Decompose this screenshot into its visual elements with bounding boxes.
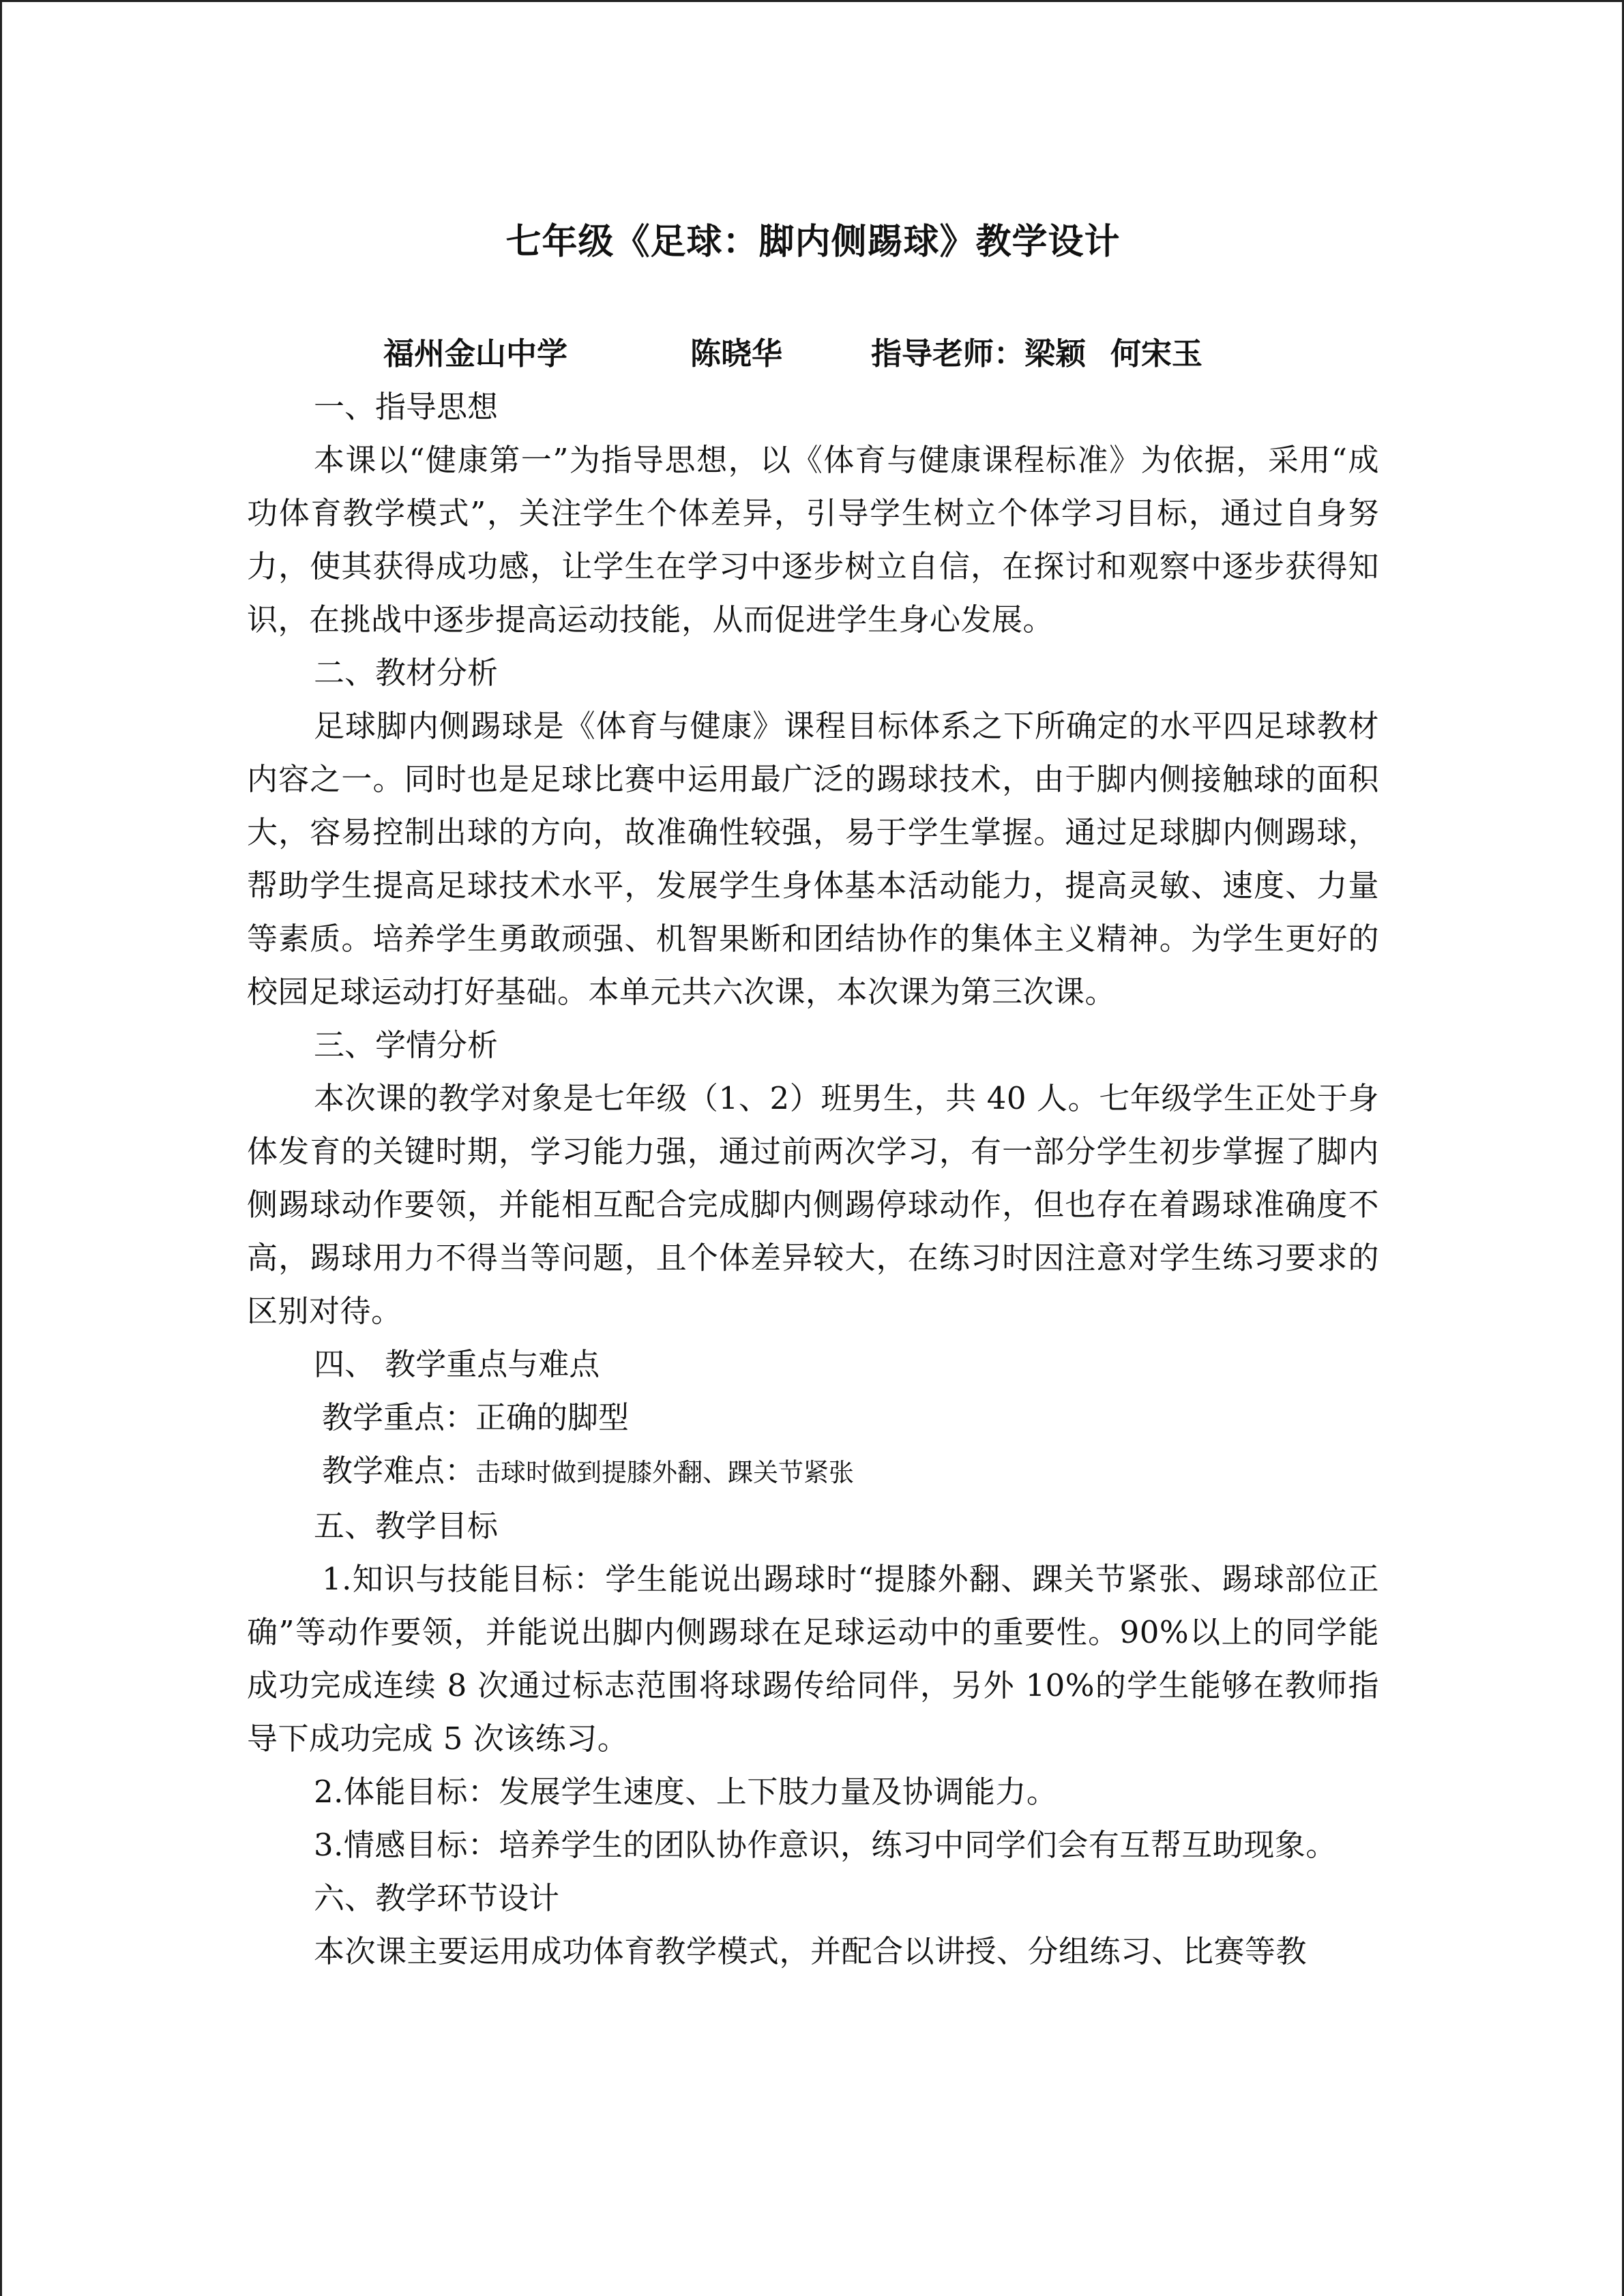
section-heading-key-points: 四、 教学重点与难点: [314, 1346, 600, 1382]
section-heading-material-analysis: 二、教材分析: [314, 655, 499, 691]
section-text-teaching-design: 本次课主要运用成功体育教学模式，并配合以讲授、分组练习、比赛等教: [314, 1933, 1308, 1969]
difficulty-label: 教学难点：: [322, 1452, 476, 1489]
section-text-material-analysis: 足球脚内侧踢球是《体育与健康》课程目标体系之下所确定的水平四足球教材内容之一。同时也是足球比赛中运用最广泛的踢球技术，由于脚内侧接触球的面积大，容易控制出球的方向，故准确性较强，易于学生掌握。通过足球脚内侧踢球，帮助学生提高足球技术水平，发展学生身体基本活动能力，提高灵敏、速度、力量等素质。培养学生勇敢顽强、机智果断和团结协作的集体主义精神。为学生更好的校园足球运动打好基础。本单元共六次课，本次课为第三次课。: [247, 708, 1379, 1010]
school-name: 福州金山中学: [383, 336, 568, 372]
section-text-guiding-idea: 本课以“健康第一”为指导思想，以《体育与健康课程标准》为依据，采用“成功体育教学模式”，关注学生个体差异，引导学生树立个体学习目标，通过自身努力，使其获得成功感，让学生在学习中逐步树立自信，在探讨和观察中逐步获得知识，在挑战中逐步提高运动技能，从而促进学生身心发展。: [247, 442, 1379, 638]
byline: [247, 327, 1379, 381]
section-heading-objectives: 五、教学目标: [314, 1508, 499, 1544]
objective-physical: 2.体能目标：发展学生速度、上下肢力量及协调能力。: [314, 1774, 1058, 1810]
difficulty-line: [247, 1444, 1379, 1500]
section-heading-guiding-idea: 一、指导思想: [314, 389, 499, 425]
document-page: [247, 205, 1379, 1978]
key-point-text: 正确的脚型: [475, 1399, 630, 1435]
key-point-label: 教学重点：: [322, 1399, 476, 1435]
document-title: 七年级《足球：脚内侧踢球》教学设计: [505, 221, 1121, 263]
section-text-student-analysis: 本次课的教学对象是七年级（1、2）班男生，共 40 人。七年级学生正处于身体发育的关键时期，学习能力强，通过前两次学习，有一部分学生初步掌握了脚内侧踢球动作要领，并能相互配合完成脚内侧踢停球动作，但也存在着踢球准确度不高，踢球用力不得当等问题，且个体差异较大，在练习时因注意对学生练习要求的区别对待。: [247, 1080, 1379, 1329]
page-border-top: [0, 0, 1624, 2]
page-border-left: [0, 0, 2, 2296]
advisor-label: 指导老师：梁颖: [871, 336, 1087, 372]
advisor-name: 何宋玉: [1110, 336, 1203, 372]
section-heading-teaching-design: 六、教学环节设计: [314, 1880, 560, 1916]
key-point-line: [247, 1391, 1379, 1444]
section-heading-student-analysis: 三、学情分析: [314, 1027, 499, 1063]
author-name: 陈晓华: [690, 336, 783, 372]
objective-emotional: 3.情感目标：培养学生的团队协作意识，练习中同学们会有互帮互助现象。: [314, 1827, 1337, 1863]
objective-knowledge-skill: 1.知识与技能目标：学生能说出踢球时“提膝外翻、踝关节紧张、踢球部位正确”等动作要领，并能说出脚内侧踢球在足球运动中的重要性。90%以上的同学能成功完成连续 8 次通过标志范围将球踢传给同伴，另外 10%的学生能够在教师指导下成功完成 5 次该练习。: [247, 1561, 1379, 1757]
difficulty-text: 击球时做到提膝外翻、踝关节紧张: [475, 1458, 855, 1487]
